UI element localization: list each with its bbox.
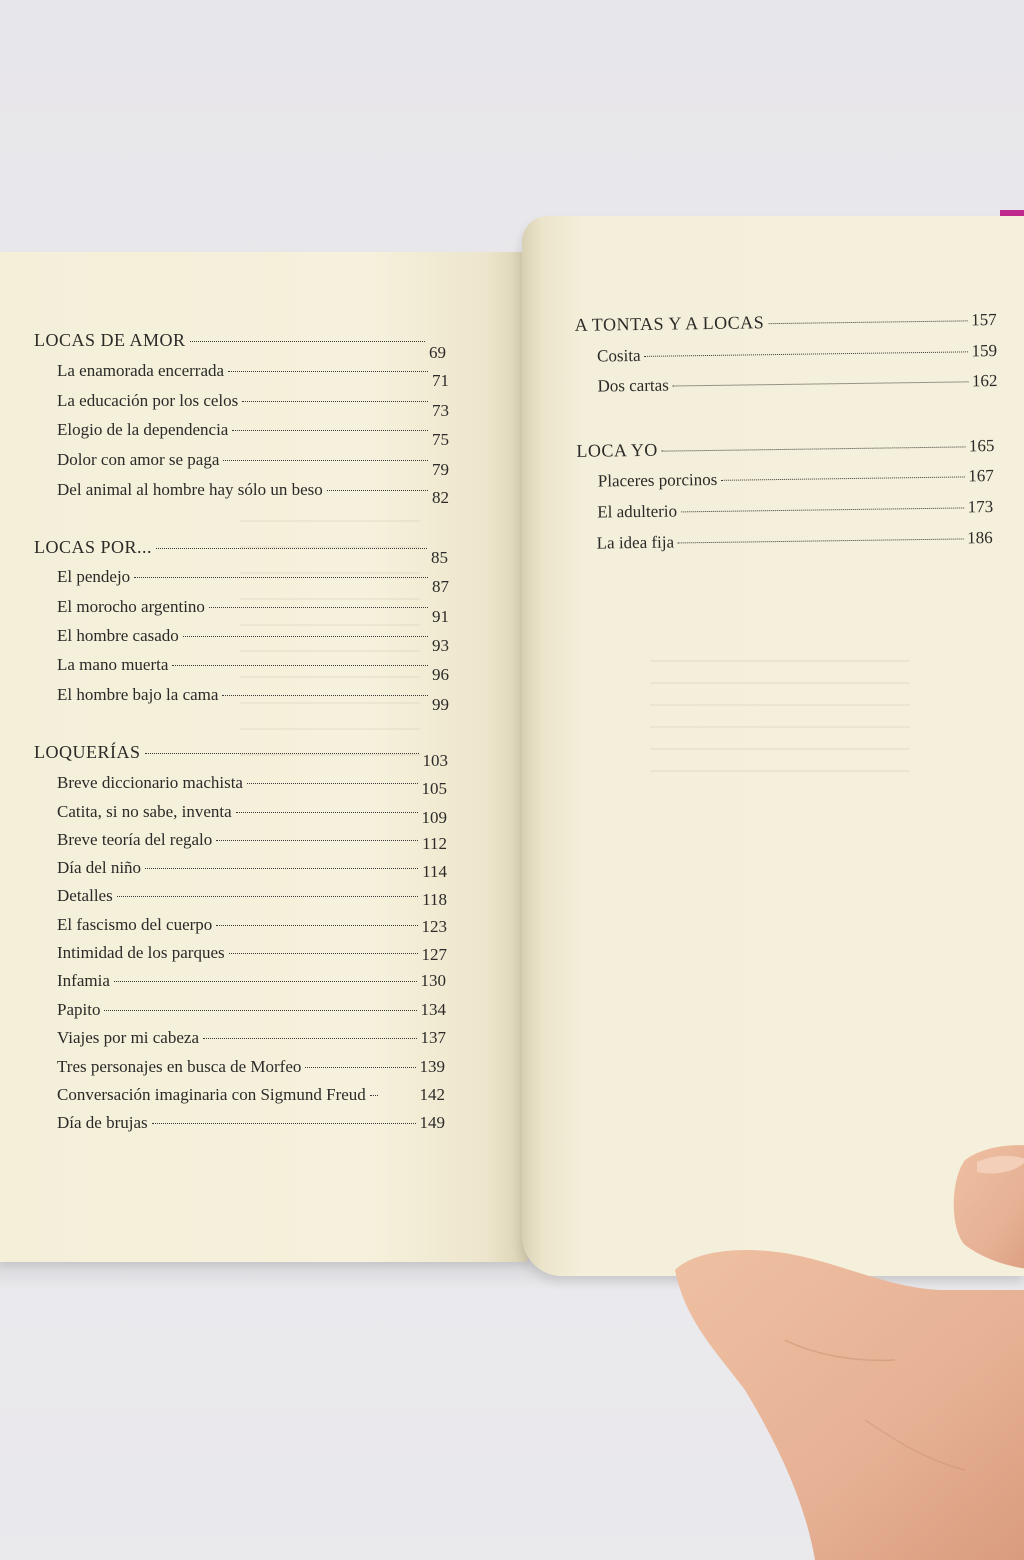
- toc-entry-title: Conversación imaginaria con Sigmund Freud: [57, 1085, 366, 1104]
- dot-leader: [645, 350, 968, 357]
- toc-entry-title: El hombre casado: [57, 626, 179, 645]
- dot-leader: [673, 380, 968, 386]
- toc-entry: [597, 371, 997, 397]
- toc-page-number: 123: [421, 917, 447, 936]
- toc-page-number: 75: [432, 430, 449, 449]
- toc-page-number: 134: [420, 1000, 446, 1019]
- toc-page-number: 118: [422, 890, 447, 909]
- toc-page-number: 149: [419, 1113, 445, 1132]
- toc-page-number: 96: [432, 665, 449, 684]
- toc-entry-title: Tres personajes en busca de Morfeo: [57, 1057, 302, 1076]
- toc-page-number: 91: [432, 607, 449, 626]
- toc-page-number: 85: [431, 548, 448, 567]
- dot-leader: [678, 537, 963, 543]
- toc-page-number: 159: [971, 340, 998, 361]
- toc-entry: [598, 466, 994, 492]
- toc-page-number: 157: [970, 309, 997, 330]
- toc-page-number: 112: [422, 834, 447, 853]
- toc-section-title: LOQUERÍAS: [34, 742, 141, 762]
- toc-page-number: 69: [429, 343, 446, 362]
- toc-entry-title: Del animal al hombre hay sólo un beso: [57, 480, 323, 499]
- toc-entry-title: Día del niño: [57, 858, 142, 877]
- toc-entry-title: Cosita: [596, 345, 641, 366]
- toc-entry-title: Breve teoría del regalo: [57, 830, 213, 849]
- toc-entry-title: Dos cartas: [597, 375, 669, 396]
- dot-leader: [681, 506, 964, 512]
- toc-entry-title: El hombre bajo la cama: [57, 685, 219, 704]
- toc-section: [575, 309, 997, 336]
- toc-page-number: 82: [432, 488, 449, 507]
- toc-page-number: 103: [422, 751, 448, 770]
- toc-page-number: 87: [432, 577, 449, 596]
- toc-entry-title: El morocho argentino: [57, 597, 205, 616]
- toc-entry-title: La enamorada encerrada: [57, 361, 225, 380]
- toc-page-number: 137: [420, 1028, 446, 1047]
- hand-image: [665, 1140, 1024, 1560]
- toc-page-number: 71: [432, 371, 449, 390]
- toc-entry-title: Placeres porcinos: [597, 469, 718, 491]
- toc-entry: [597, 528, 993, 554]
- toc-page-number: 186: [967, 528, 993, 548]
- toc-entry-title: Viajes por mi cabeza: [57, 1028, 199, 1047]
- toc-entry-title: Dolor con amor se paga: [57, 450, 220, 469]
- toc-entry-title: Breve diccionario machista: [57, 773, 243, 792]
- dot-leader: [768, 319, 967, 324]
- toc-entry-title: Intimidad de los parques: [57, 943, 225, 962]
- toc-page-number: 99: [432, 695, 449, 714]
- toc-entry-title: La mano muerta: [57, 655, 169, 674]
- toc-page-number: 162: [971, 370, 998, 391]
- toc-section-title: A TONTAS Y A LOCAS: [574, 312, 765, 335]
- toc-entry: [597, 341, 997, 367]
- toc-entry-title: La idea fija: [596, 532, 675, 553]
- toc-section-title: LOCAS POR...: [34, 537, 153, 557]
- toc-page-number: 173: [967, 497, 994, 517]
- toc-entry-title: El pendejo: [57, 567, 131, 586]
- toc-entry-title: El adulterio: [597, 501, 678, 522]
- toc-section-title: LOCA YO: [576, 439, 658, 461]
- toc-page-number: 73: [432, 401, 449, 420]
- toc-entry-title: La educación por los celos: [57, 391, 239, 410]
- toc-page-number: 79: [432, 460, 449, 479]
- toc-entry-title: Detalles: [57, 886, 113, 905]
- toc-page-number: 93: [432, 636, 449, 655]
- toc-entry-title: Infamia: [57, 971, 110, 990]
- dot-leader: [721, 475, 964, 480]
- toc-entry-title: Papito: [57, 1000, 101, 1019]
- toc-page-number: 114: [422, 862, 447, 881]
- toc-page-number: 139: [419, 1057, 445, 1076]
- toc-entry: [597, 497, 993, 523]
- toc-page-number: 105: [421, 779, 447, 798]
- toc-page-number: 167: [968, 466, 994, 486]
- toc-entry-title: El fascismo del cuerpo: [57, 915, 213, 934]
- toc-page-number: 127: [421, 945, 447, 964]
- toc-page-number: 109: [421, 808, 447, 827]
- dot-leader: [662, 445, 965, 451]
- toc-entry-title: Catita, si no sabe, inventa: [57, 802, 232, 821]
- toc-section-title: LOCAS DE AMOR: [34, 330, 186, 350]
- toc-page-number: 165: [968, 436, 995, 456]
- toc-page-number: 142: [419, 1085, 445, 1104]
- toc-entry-title: Día de brujas: [57, 1113, 148, 1132]
- toc-entry-title: Elogio de la dependencia: [57, 420, 229, 439]
- toc-section: [576, 435, 994, 462]
- toc-page-number: 130: [420, 971, 446, 990]
